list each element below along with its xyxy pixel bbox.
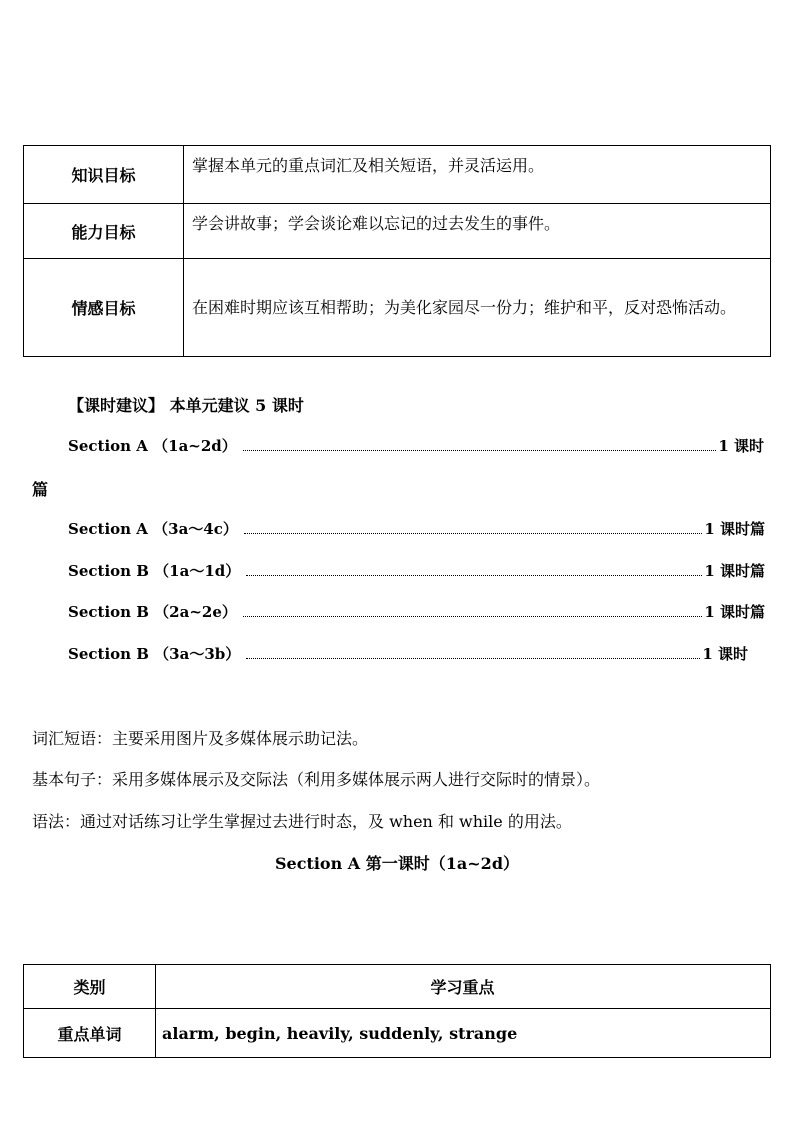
focus-header-content: 学习重点 bbox=[156, 965, 771, 1009]
focus-table bbox=[23, 964, 771, 1058]
schedule-row bbox=[68, 518, 765, 539]
objective-row-emotion bbox=[24, 259, 771, 357]
schedule-row bbox=[68, 643, 748, 664]
dot-leader bbox=[243, 450, 717, 451]
objective-content: 在困难时期应该互相帮助；为美化家园尽一份力；维护和平，反对恐怖活动。 bbox=[184, 259, 771, 357]
focus-header-row bbox=[24, 965, 771, 1009]
schedule-row bbox=[68, 560, 765, 581]
dot-leader bbox=[243, 616, 702, 617]
schedule-heading: 【课时建议】 本单元建议 5 课时 bbox=[68, 396, 304, 415]
objective-label: 能力目标 bbox=[24, 204, 184, 259]
method-grammar: 语法：通过对话练习让学生掌握过去进行时态，及 when 和 while 的用法。 bbox=[32, 812, 572, 831]
schedule-hours: 1 课时篇 bbox=[704, 520, 765, 538]
objective-row-ability bbox=[24, 204, 771, 259]
objective-content: 学会讲故事；学会谈论难以忘记的过去发生的事件。 bbox=[184, 204, 771, 259]
schedule-row bbox=[68, 601, 765, 622]
lesson-title: Section A 第一课时（1a~2d） bbox=[274, 854, 520, 873]
focus-header-category: 类别 bbox=[24, 965, 156, 1009]
schedule-hours: 1 课时 bbox=[718, 437, 764, 455]
schedule-row bbox=[68, 435, 764, 456]
schedule-section: Section B （2a~2e） bbox=[68, 603, 237, 621]
schedule-section: Section A （1a~2d） bbox=[68, 437, 237, 455]
schedule-hours: 1 课时篇 bbox=[704, 603, 765, 621]
dot-leader bbox=[246, 658, 700, 659]
table-row bbox=[24, 1009, 771, 1058]
schedule-hours: 1 课时 bbox=[702, 645, 748, 663]
focus-category: 重点单词 bbox=[24, 1009, 156, 1058]
objective-content: 掌握本单元的重点词汇及相关短语，并灵活运用。 bbox=[184, 146, 771, 204]
focus-content: alarm, begin, heavily, suddenly, strange bbox=[156, 1009, 771, 1058]
schedule-hours: 1 课时篇 bbox=[704, 562, 765, 580]
method-sentences: 基本句子：采用多媒体展示及交际法（利用多媒体展示两人进行交际时的情景）。 bbox=[32, 770, 601, 789]
schedule-section: Section B （1a～1d） bbox=[68, 562, 241, 580]
objective-label: 知识目标 bbox=[24, 146, 184, 204]
dot-leader bbox=[244, 533, 702, 534]
dot-leader bbox=[246, 575, 702, 576]
method-vocab: 词汇短语：主要采用图片及多媒体展示助记法。 bbox=[32, 729, 369, 748]
schedule-section: Section A （3a～4c） bbox=[68, 520, 238, 538]
schedule-section: Section B （3a～3b） bbox=[68, 645, 241, 663]
objectives-table bbox=[23, 145, 771, 357]
objective-row-knowledge bbox=[24, 146, 771, 204]
schedule-wrap-char: 篇 bbox=[32, 480, 49, 499]
objective-label: 情感目标 bbox=[24, 259, 184, 357]
